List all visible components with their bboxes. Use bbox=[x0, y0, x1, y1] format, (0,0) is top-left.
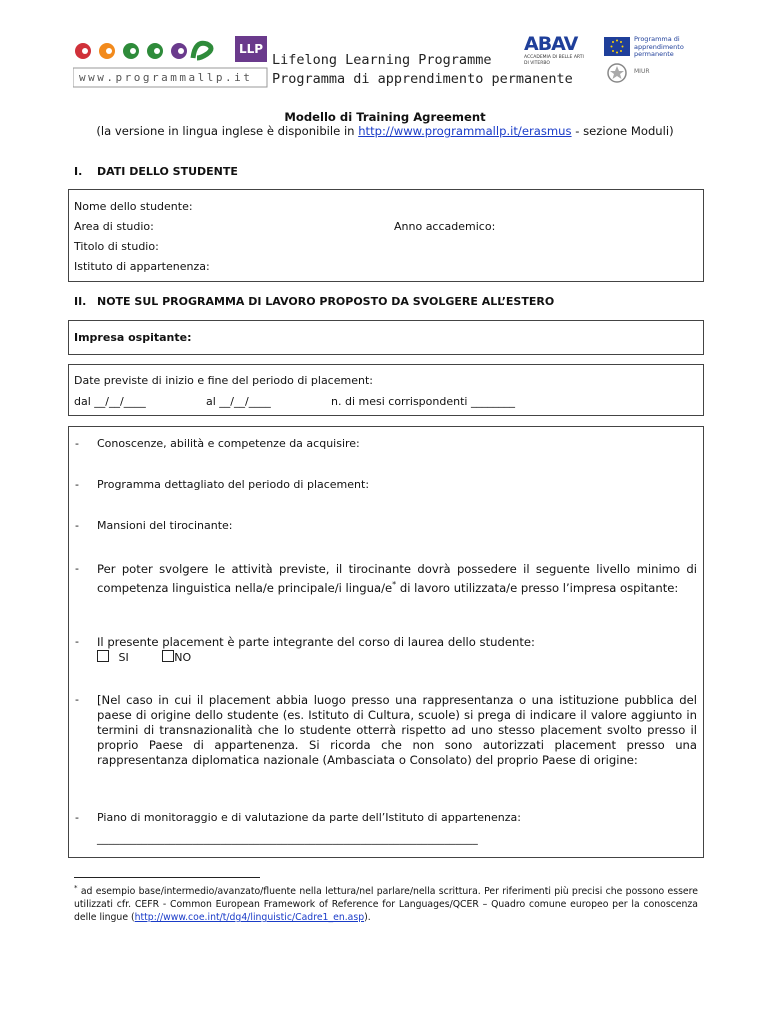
programme-title-it: Programma di apprendimento permanente bbox=[272, 71, 573, 87]
home-institution-label: Istituto di appartenenza: bbox=[74, 260, 210, 273]
months-count-field: n. di mesi corrispondenti ________ bbox=[331, 395, 515, 408]
eu-programme-text: Programma di apprendimento permanente bbox=[634, 35, 684, 58]
section2-number: II. bbox=[74, 295, 87, 308]
footnote-body: ad esempio base/intermedio/avanzato/fluente nella lettura/nel parlare/nella scrittura. Per riferimenti più precisi che possono essere utilizzati cfr. CEFR - Common European Framework of Reference for Languages/QCER – Quadro comune europeo per la conoscenza delle lingue ( bbox=[74, 886, 698, 924]
bullet-dash: - bbox=[75, 519, 79, 532]
miur-emblem-icon bbox=[606, 62, 628, 88]
subtitle-post: - sezione Moduli) bbox=[571, 124, 674, 138]
language-requirement-b: di lavoro utilizzata/e presso l’impresa ospitante: bbox=[396, 580, 679, 595]
section2-heading: NOTE SUL PROGRAMMA DI LAVORO PROPOSTO DA SVOLGERE ALL’ESTERO bbox=[97, 295, 555, 308]
footnote-text bbox=[74, 882, 698, 924]
integral-part-text: Il presente placement è parte integrante del corso di laurea dello studente: bbox=[97, 635, 535, 649]
footnote-mark: * bbox=[74, 884, 78, 892]
yes-checkbox[interactable] bbox=[97, 650, 109, 662]
bullet-dash: - bbox=[75, 437, 79, 450]
monitoring-plan-label: Piano di monitoraggio e di valutazione da parte dell’Istituto di appartenenza: bbox=[97, 811, 521, 824]
website-text: www.programmallp.it bbox=[79, 71, 253, 84]
abav-logo-text: ABAV bbox=[524, 33, 578, 55]
bullet-dash: - bbox=[75, 811, 79, 824]
miur-text: MIUR bbox=[634, 68, 650, 75]
bullet-dash: - bbox=[75, 693, 79, 706]
section1-number: I. bbox=[74, 165, 83, 178]
no-checkbox[interactable] bbox=[162, 650, 174, 662]
end-date-field: al __/__/____ bbox=[206, 395, 271, 408]
coe-link[interactable]: http://www.coe.int/t/dg4/linguistic/Cadre1_en.asp bbox=[134, 912, 365, 924]
trainee-tasks-label: Mansioni del tirocinante: bbox=[97, 519, 233, 532]
placement-dates-box bbox=[68, 364, 704, 416]
language-footnote-mark: * bbox=[392, 580, 397, 589]
bullet-dash: - bbox=[75, 562, 79, 575]
eu-flag-icon bbox=[604, 37, 630, 56]
abav-logo-sub: ACCADEMIA DI BELLE ARTI DI VITERBO bbox=[524, 55, 584, 66]
bullet-dash: - bbox=[75, 478, 79, 491]
monitoring-plan-line: ____________________________________________________________________ bbox=[97, 832, 478, 845]
host-company-label: Impresa ospitante: bbox=[74, 331, 192, 344]
detailed-programme-label: Programma dettagliato del periodo di placement: bbox=[97, 478, 370, 491]
language-requirement-a: Per poter svolgere le attività previste, il tirocinante dovrà possedere il seguente livello minimo di competenza linguistica nella/e principale/i lingua/e bbox=[97, 562, 697, 595]
placement-dates-label: Date previste di inizio e fine del periodo di placement: bbox=[74, 374, 373, 387]
representation-text: [Nel caso in cui il placement abbia luogo presso una rappresentanza o una istituzione pubblica del paese di origine dello studente (es. Istituto di Cultura, scuole) si prega di indicare il valore aggiunto in termini di transnazionalità che lo studente otterrà rispetto ad uno stesso placement svolto presso il proprio Paese di appartenenza. Si ricorda che non sono autorizzati placement presso una rappresentanza diplomatica nazionale (Ambasciata o Consolato) del proprio Paese di origine: bbox=[97, 693, 697, 767]
study-area-label: Area di studio: bbox=[74, 220, 154, 233]
section1-heading: DATI DELLO STUDENTE bbox=[97, 165, 238, 178]
yes-no-options bbox=[97, 650, 191, 664]
llp-logo bbox=[73, 36, 273, 88]
start-date-field: dal __/__/____ bbox=[74, 395, 146, 408]
programme-title-en: Lifelong Learning Programme bbox=[272, 52, 492, 68]
no-label: NO bbox=[174, 651, 192, 664]
academic-year-label: Anno accademico: bbox=[394, 220, 496, 233]
document-subtitle bbox=[0, 124, 770, 138]
document-title: Modello di Training Agreement bbox=[284, 110, 486, 124]
footnote-end: ). bbox=[364, 912, 371, 924]
abav-logo bbox=[524, 33, 590, 73]
llp-badge: LLP bbox=[235, 36, 267, 62]
erasmus-link[interactable]: http://www.programmallp.it/erasmus bbox=[358, 124, 572, 138]
language-requirement-text bbox=[97, 562, 697, 596]
host-company-box bbox=[68, 320, 704, 355]
bullet-dash: - bbox=[75, 635, 79, 648]
degree-title-label: Titolo di studio: bbox=[74, 240, 159, 253]
student-name-label: Nome dello studente: bbox=[74, 200, 193, 213]
footnote-divider bbox=[74, 877, 260, 878]
subtitle-pre: (la versione in lingua inglese è disponibile in bbox=[96, 124, 359, 138]
competences-label: Conoscenze, abilità e competenze da acquisire: bbox=[97, 437, 360, 450]
student-data-box bbox=[68, 189, 704, 282]
yes-label: SI bbox=[118, 651, 129, 664]
